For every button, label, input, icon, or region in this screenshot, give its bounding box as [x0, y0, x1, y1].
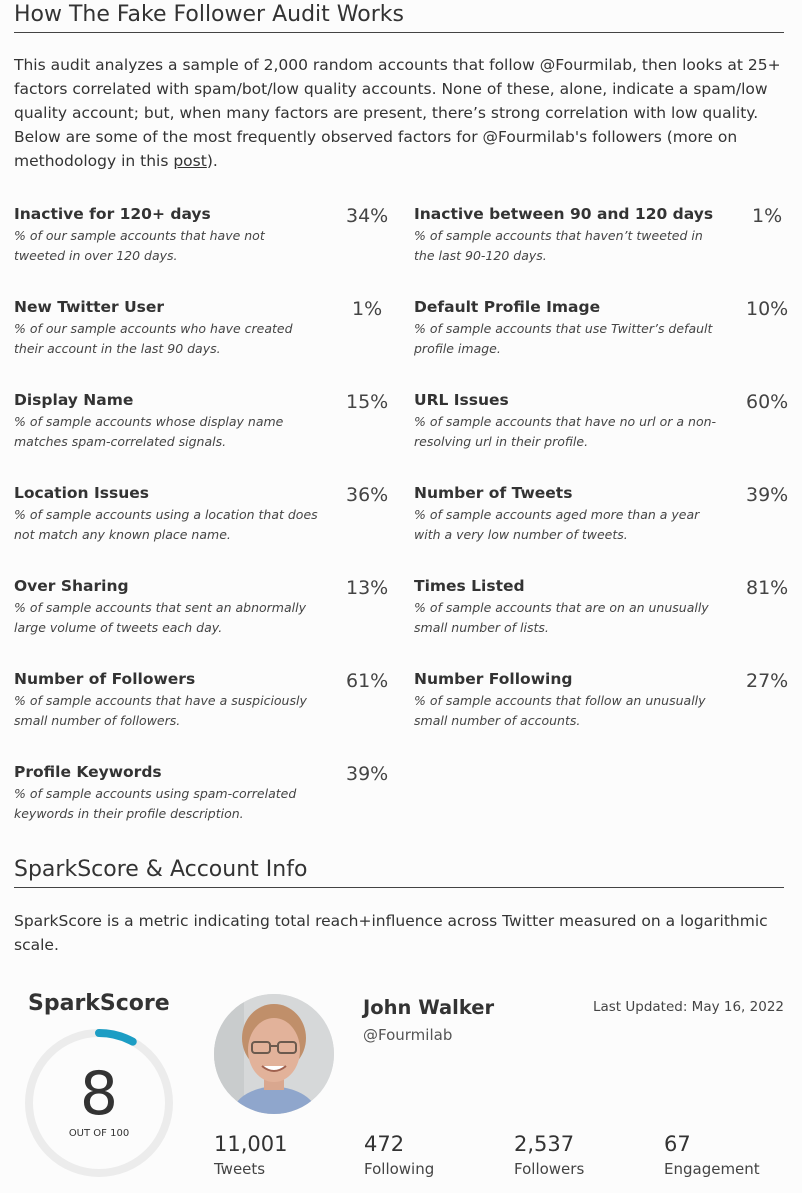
factor-percent: 60%	[746, 391, 789, 413]
stat-label: Following	[364, 1160, 435, 1178]
factor-desc: % of sample accounts that are on an unusually small number of lists.	[414, 600, 709, 635]
stat-engagement	[664, 1132, 760, 1178]
factor-times-listed	[414, 577, 794, 647]
methodology-post-link[interactable]: post	[173, 152, 207, 170]
factor-desc: % of sample accounts whose display name matches spam-correlated signals.	[14, 414, 284, 449]
avatar	[214, 994, 334, 1114]
factor-percent: 1%	[352, 298, 383, 320]
factor-name: Number of Tweets	[414, 484, 573, 502]
stat-label: Engagement	[664, 1160, 760, 1178]
factor-percent: 39%	[346, 763, 389, 785]
audit-intro	[14, 53, 784, 173]
sparkscore-value: 8	[79, 1059, 119, 1129]
stat-followers	[514, 1132, 584, 1178]
factor-location-issues	[14, 484, 394, 554]
factor-desc: % of sample accounts using spam-correlated keywords in their profile description.	[14, 786, 297, 821]
factor-name: Over Sharing	[14, 577, 129, 595]
spark-description: SparkScore is a metric indicating total reach+influence across Twitter measured on a logarithmic scale.	[14, 912, 768, 954]
factor-name: Inactive between 90 and 120 days	[414, 205, 714, 223]
factor-name: Default Profile Image	[414, 298, 601, 316]
stat-value: 67	[664, 1132, 691, 1156]
factor-profile-keywords	[14, 763, 394, 833]
stat-value: 472	[364, 1132, 405, 1156]
factor-number-of-followers	[14, 670, 394, 740]
stat-following	[364, 1132, 434, 1178]
stat-value: 11,001	[214, 1132, 288, 1156]
sparkscore-out-of: OUT OF 100	[68, 1128, 130, 1139]
stat-label: Tweets	[214, 1160, 266, 1178]
factor-percent: 13%	[346, 577, 389, 599]
factor-desc: % of sample accounts aged more than a year with a very low number of tweets.	[414, 507, 700, 542]
factor-url-issues	[414, 391, 794, 461]
factor-desc: % of sample accounts using a location that does not match any known place name.	[14, 507, 318, 542]
factor-percent: 61%	[346, 670, 389, 692]
factor-desc: % of sample accounts that sent an abnormally large volume of tweets each day.	[14, 600, 306, 635]
factor-percent: 36%	[346, 484, 389, 506]
factor-name: Location Issues	[14, 484, 149, 502]
factor-name: URL Issues	[414, 391, 509, 409]
factor-number-following	[414, 670, 794, 740]
account-handle: @Fourmilab	[363, 1026, 453, 1044]
factor-name: Number of Followers	[14, 670, 196, 688]
factor-desc: % of sample accounts that have a suspiciously small number of followers.	[14, 693, 307, 728]
factor-inactive-90-120	[414, 205, 794, 275]
sparkscore-label: SparkScore	[28, 991, 170, 1016]
factor-over-sharing	[14, 577, 394, 647]
factor-name: Number Following	[414, 670, 573, 688]
stat-label: Followers	[514, 1160, 585, 1178]
factor-desc: % of sample accounts that haven’t tweeted in the last 90-120 days.	[414, 228, 703, 263]
factor-percent: 10%	[746, 298, 789, 320]
factor-name: Profile Keywords	[14, 763, 162, 781]
factor-desc: % of sample accounts that use Twitter’s default profile image.	[414, 321, 713, 356]
stat-tweets	[214, 1132, 287, 1178]
audit-section-title: How The Fake Follower Audit Works	[14, 2, 784, 33]
factor-number-of-tweets	[414, 484, 794, 554]
factor-desc: % of sample accounts that have no url or a non-resolving url in their profile.	[414, 414, 717, 449]
factor-name: New Twitter User	[14, 298, 165, 316]
factor-inactive-120	[14, 205, 394, 275]
audit-intro-text: This audit analyzes a sample of 2,000 random accounts that follow @Fourmilab, then looks at 25+ factors correlated with spam/bot/low quality accounts. None of these, alone, indicate a spam/low quality account; but, when many factors are present, there’s strong correlation with low quality. Below are some of the most frequently observed factors for @Fourmilab's followers (more on methodology in this	[14, 56, 781, 170]
factor-name: Display Name	[14, 391, 134, 409]
factor-percent: 39%	[746, 484, 789, 506]
spark-section-title: SparkScore & Account Info	[14, 857, 784, 888]
profile-photo	[214, 994, 334, 1114]
factor-display-name	[14, 391, 394, 461]
stat-value: 2,537	[514, 1132, 575, 1156]
factor-percent: 15%	[346, 391, 389, 413]
factor-name: Inactive for 120+ days	[14, 205, 211, 223]
factor-desc: % of our sample accounts who have created their account in the last 90 days.	[14, 321, 293, 356]
factor-percent: 1%	[752, 205, 783, 227]
factor-desc: % of our sample accounts that have not tweeted in over 120 days.	[14, 228, 265, 263]
factor-percent: 27%	[746, 670, 789, 692]
audit-intro-end: ).	[206, 152, 218, 170]
factor-name: Times Listed	[414, 577, 525, 595]
last-updated: Last Updated: May 16, 2022	[592, 999, 784, 1015]
factor-percent: 81%	[746, 577, 789, 599]
factor-desc: % of sample accounts that follow an unusually small number of accounts.	[414, 693, 706, 728]
factor-default-image	[414, 298, 794, 368]
account-name: John Walker	[363, 996, 495, 1019]
factor-percent: 34%	[346, 205, 389, 227]
factor-new-user	[14, 298, 394, 368]
